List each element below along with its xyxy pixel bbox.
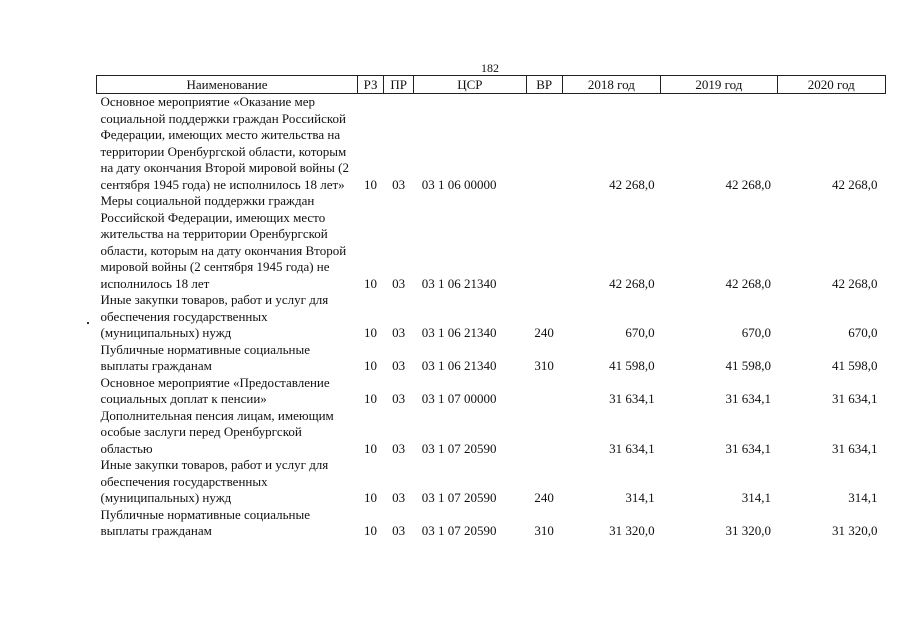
header-vr: ВР <box>526 76 562 94</box>
row-rz: 10 <box>364 275 378 291</box>
row-2018: 31 634,1 <box>609 440 655 456</box>
header-pr: ПР <box>384 76 414 94</box>
row-vr <box>526 193 562 292</box>
row-vr <box>526 94 562 194</box>
row-csr: 03 1 06 21340 <box>421 325 497 340</box>
row-csr: 03 1 07 20590 <box>421 523 497 538</box>
row-2018: 41 598,0 <box>609 358 655 373</box>
row-csr: 03 1 06 21340 <box>421 275 497 291</box>
row-name: Дополнительная пенсия лицам, имеющим особые заслуги перед Оренбургской областью <box>100 407 334 456</box>
row-2019: 670,0 <box>741 325 772 340</box>
row-pr: 03 <box>392 358 406 373</box>
row-2018: 670,0 <box>625 325 655 340</box>
header-csr: ЦСР <box>414 76 526 94</box>
row-csr: 03 1 06 21340 <box>421 358 497 373</box>
row-2019: 314,1 <box>741 490 772 505</box>
row-2020: 314,1 <box>848 490 878 505</box>
row-vr: 310 <box>534 523 554 538</box>
row-2019: 42 268,0 <box>725 176 772 192</box>
row-2018: 314,1 <box>625 490 655 505</box>
table-row <box>97 507 886 540</box>
row-2020: 41 598,0 <box>832 358 878 373</box>
row-2019: 31 634,1 <box>725 440 772 456</box>
row-2020: 42 268,0 <box>832 176 878 192</box>
table-body <box>97 94 886 540</box>
header-2018: 2018 год <box>562 76 660 94</box>
table-row <box>97 342 886 375</box>
row-2020: 31 634,1 <box>832 391 878 406</box>
row-vr <box>526 408 562 458</box>
row-2019: 31 320,0 <box>725 523 772 538</box>
row-rz: 10 <box>364 391 378 406</box>
row-2020: 42 268,0 <box>832 275 878 291</box>
scan-speck <box>87 322 89 324</box>
row-rz: 10 <box>364 440 378 456</box>
row-2018: 31 634,1 <box>609 391 655 406</box>
row-pr: 03 <box>392 391 406 406</box>
row-rz: 10 <box>364 176 378 192</box>
row-rz: 10 <box>364 490 378 505</box>
row-rz: 10 <box>364 523 378 538</box>
row-csr: 03 1 07 20590 <box>421 490 497 505</box>
row-name: Основное мероприятие «Оказание мер социальной поддержки граждан Российской Федерации, имеющих место жительства на территории Оренбургской области, которым на дату окончания Второй мировой войны (2 сентября 1945 года) не исполнилось 18 лет» <box>100 94 349 192</box>
row-name: Публичные нормативные социальные выплаты гражданам <box>100 341 310 373</box>
row-pr: 03 <box>392 275 406 291</box>
row-2020: 31 320,0 <box>832 523 878 538</box>
table-header-row <box>97 76 886 94</box>
header-rz: РЗ <box>357 76 383 94</box>
row-2018: 42 268,0 <box>609 275 655 291</box>
row-pr: 03 <box>392 325 406 340</box>
row-vr: 240 <box>534 490 554 505</box>
table-row <box>97 457 886 507</box>
row-pr: 03 <box>392 440 406 456</box>
budget-table <box>96 75 886 540</box>
table-row <box>97 375 886 408</box>
row-csr: 03 1 07 00000 <box>421 391 497 406</box>
row-2019: 41 598,0 <box>725 358 772 373</box>
row-2019: 42 268,0 <box>725 275 772 291</box>
table-row <box>97 292 886 342</box>
row-vr: 240 <box>534 325 554 340</box>
row-2020: 31 634,1 <box>832 440 878 456</box>
row-csr: 03 1 06 00000 <box>421 176 497 192</box>
row-rz: 10 <box>364 325 378 340</box>
header-name: Наименование <box>97 76 358 94</box>
row-pr: 03 <box>392 176 406 192</box>
row-vr <box>526 375 562 408</box>
header-2019: 2019 год <box>661 76 777 94</box>
row-pr: 03 <box>392 490 406 505</box>
row-name: Иные закупки товаров, работ и услуг для обеспечения государственных (муниципальных) нужд <box>100 457 329 505</box>
row-rz: 10 <box>364 358 378 373</box>
row-2019: 31 634,1 <box>725 391 772 406</box>
header-2020: 2020 год <box>777 76 885 94</box>
page-number: 182 <box>481 61 499 75</box>
row-vr: 310 <box>534 358 554 373</box>
row-name: Иные закупки товаров, работ и услуг для обеспечения государственных (муниципальных) нужд <box>100 292 329 340</box>
row-pr: 03 <box>392 523 406 538</box>
row-csr: 03 1 07 20590 <box>421 440 497 456</box>
row-name: Основное мероприятие «Предоставление социальных доплат к пенсии» <box>100 374 330 406</box>
table-row <box>97 408 886 458</box>
table-row <box>97 193 886 292</box>
row-name: Публичные нормативные социальные выплаты гражданам <box>100 506 310 538</box>
table-row <box>97 94 886 194</box>
row-2018: 42 268,0 <box>609 176 655 192</box>
row-2020: 670,0 <box>848 325 878 340</box>
row-2018: 31 320,0 <box>609 523 655 538</box>
row-name: Меры социальной поддержки граждан Российской Федерации, имеющих место жительства на территории Оренбургской области, которым на дату окончания Второй мировой войны (2 сентября 1945 года) не исполнилось 18 лет <box>100 193 347 291</box>
